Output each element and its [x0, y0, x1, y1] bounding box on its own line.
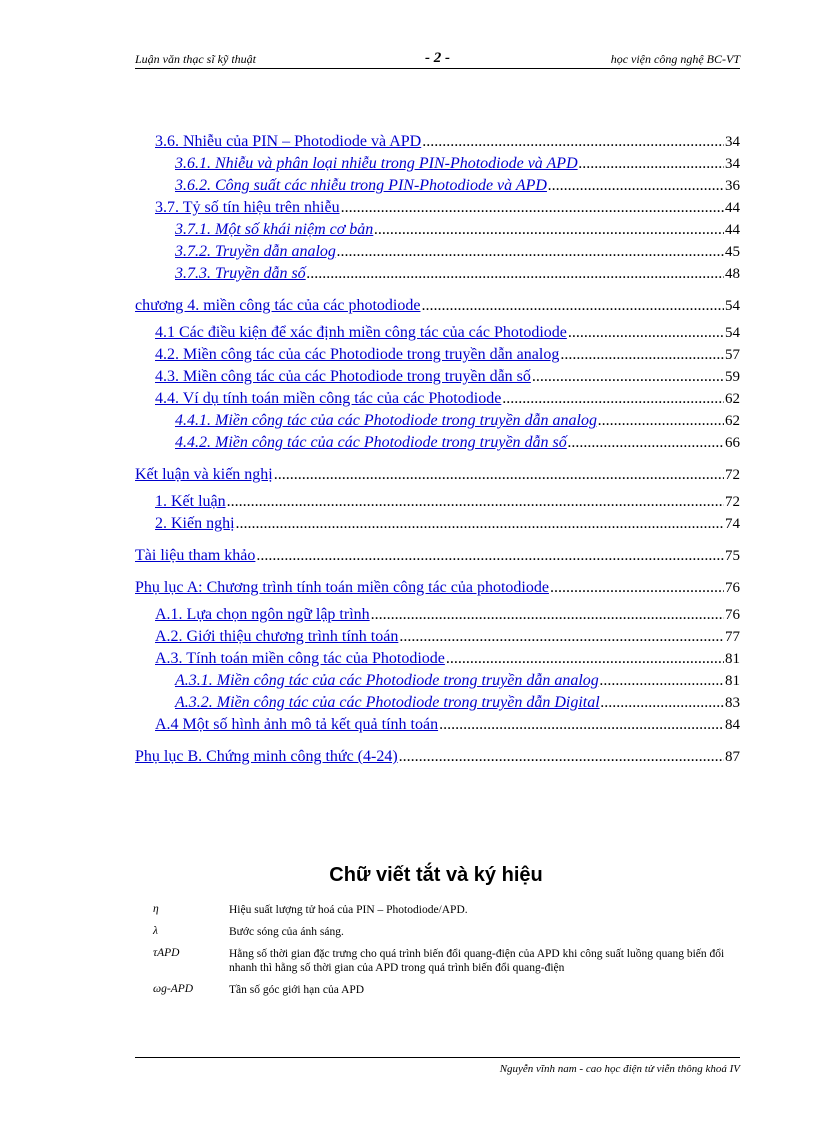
header-institute-label: học viện công nghệ BC-VT [610, 52, 740, 66]
toc-entry[interactable] [135, 692, 740, 714]
toc-leader-dots [568, 432, 724, 453]
abbreviation-description: Bước sóng của ánh sáng. [229, 926, 344, 938]
toc-entry-page: 59 [725, 369, 740, 385]
toc-leader-dots [256, 545, 724, 566]
toc-entry-page: 76 [725, 580, 740, 596]
toc-entry[interactable] [135, 366, 740, 388]
toc-entry-page: 76 [725, 607, 740, 623]
toc-leader-dots [550, 577, 724, 598]
toc-entry-title[interactable]: chương 4. miền công tác của các photodiode [135, 297, 421, 314]
toc-entry[interactable] [135, 131, 740, 153]
toc-entry-title[interactable]: A.3. Tính toán miền công tác của Photodiode [155, 650, 445, 667]
abbreviations-list [153, 903, 743, 1005]
toc-entry[interactable] [135, 295, 740, 317]
toc-entry-page: 74 [725, 516, 740, 532]
header-thesis-label: Luận văn thạc sĩ kỹ thuật [135, 52, 256, 66]
toc-leader-dots [421, 295, 724, 316]
toc-leader-dots [439, 714, 724, 735]
toc-entry-title[interactable]: A.3.1. Miền công tác của các Photodiode trong truyền dẫn analog [175, 672, 599, 689]
abbreviation-row [153, 983, 743, 997]
toc-leader-dots [307, 263, 724, 284]
toc-entry-title[interactable]: A.2. Giới thiệu chương trình tính toán [155, 628, 399, 645]
toc-leader-dots [399, 746, 724, 767]
toc-leader-dots [274, 464, 724, 485]
abbreviation-symbol: η [153, 903, 159, 915]
abbreviation-description: Tần số góc giới hạn của APD [229, 984, 365, 996]
toc-entry-page: 66 [725, 435, 740, 451]
abbreviation-row [153, 947, 743, 975]
toc-entry-page: 83 [725, 695, 740, 711]
toc-entry-title[interactable]: Phụ lục A: Chương trình tính toán miền công tác của photodiode [135, 579, 549, 596]
toc-entry-title[interactable]: Phụ lục B. Chứng minh công thức (4-24) [135, 748, 398, 765]
toc-leader-dots [227, 491, 724, 512]
toc-leader-dots [548, 175, 724, 196]
toc-entry-page: 48 [725, 266, 740, 282]
abbreviation-symbol: λ [153, 925, 158, 937]
toc-entry-title[interactable]: 4.2. Miền công tác của các Photodiode trong truyền dẫn analog [155, 346, 560, 363]
toc-entry-title[interactable]: 3.7. Tỷ số tín hiệu trên nhiễu [155, 199, 340, 216]
page-header [135, 50, 740, 69]
toc-leader-dots [446, 648, 724, 669]
toc-entry-title[interactable]: Kết luận và kiến nghị [135, 466, 273, 483]
toc-entry-page: 45 [725, 244, 740, 260]
toc-entry[interactable] [135, 648, 740, 670]
toc-entry-title[interactable]: A.1. Lựa chọn ngôn ngữ lập trình [155, 606, 370, 623]
toc-entry-title[interactable]: 3.7.1. Một số khái niệm cơ bản [175, 221, 374, 238]
toc-entry-title[interactable]: A.3.2. Miền công tác của các Photodiode trong truyền dẫn Digital [175, 694, 600, 711]
toc-entry-title[interactable]: 3.6.1. Nhiễu và phân loại nhiễu trong PIN-Photodiode và APD [175, 155, 578, 172]
toc-entry[interactable] [135, 388, 740, 410]
toc-entry[interactable] [135, 714, 740, 736]
toc-entry-title[interactable]: 1. Kết luận [155, 493, 226, 510]
toc-leader-dots [422, 131, 724, 152]
toc-entry[interactable] [135, 464, 740, 486]
toc-leader-dots [579, 153, 724, 174]
toc-leader-dots [337, 241, 724, 262]
toc-entry-page: 34 [725, 134, 740, 150]
toc-entry-page: 54 [725, 325, 740, 341]
toc-leader-dots [560, 344, 724, 365]
page-number: - 2 - [425, 50, 450, 66]
toc-entry-page: 44 [725, 200, 740, 216]
toc-entry[interactable] [135, 197, 740, 219]
abbreviation-row [153, 925, 743, 939]
toc-entry-title[interactable]: A.4 Một số hình ảnh mô tả kết quả tính toán [155, 716, 439, 733]
toc-entry[interactable] [135, 175, 740, 197]
toc-leader-dots [236, 513, 724, 534]
toc-entry-title[interactable]: 4.4.2. Miền công tác của các Photodiode trong truyền dẫn số [175, 434, 567, 451]
toc-entry[interactable] [135, 670, 740, 692]
toc-leader-dots [399, 626, 724, 647]
abbreviation-symbol: ωg-APD [153, 983, 194, 995]
toc-entry[interactable] [135, 513, 740, 535]
toc-leader-dots [502, 388, 724, 409]
toc-leader-dots [341, 197, 724, 218]
toc-entry-title[interactable]: 3.7.2. Truyền dẫn analog [175, 243, 336, 260]
toc-entry-page: 81 [725, 651, 740, 667]
toc-entry-title[interactable]: 4.4. Ví dụ tính toán miền công tác của các Photodiode [155, 390, 502, 407]
toc-entry-title[interactable]: Tài liệu tham khảo [135, 547, 256, 564]
toc-leader-dots [598, 410, 724, 431]
toc-entry-page: 72 [725, 467, 740, 483]
toc-entry-title[interactable]: 4.4.1. Miền công tác của các Photodiode trong truyền dẫn analog [175, 412, 597, 429]
abbreviation-symbol: τAPD [153, 947, 180, 959]
toc-entry-title[interactable]: 4.1 Các điều kiện để xác định miền công tác của các Photodiode [155, 324, 567, 341]
toc-entry-title[interactable]: 2. Kiến nghị [155, 515, 235, 532]
toc-entry[interactable] [135, 241, 740, 263]
toc-entry[interactable] [135, 410, 740, 432]
abbreviations-title: Chữ viết tắt và ký hiệu [329, 864, 543, 886]
toc-entry-page: 72 [725, 494, 740, 510]
toc-entry-title[interactable]: 3.6. Nhiễu của PIN – Photodiode và APD [155, 133, 422, 150]
toc-entry-title[interactable]: 4.3. Miền công tác của các Photodiode trong truyền dẫn số [155, 368, 531, 385]
toc-entry-page: 62 [725, 391, 740, 407]
toc-leader-dots [600, 670, 724, 691]
toc-entry-title[interactable]: 3.6.2. Công suất các nhiễu trong PIN-Photodiode và APD [175, 177, 547, 194]
toc-entry[interactable] [135, 577, 740, 599]
toc-entry[interactable] [135, 263, 740, 285]
toc-entry[interactable] [135, 219, 740, 241]
abbreviation-description: Hiệu suất lượng tử hoá của PIN – Photodiode/APD. [229, 904, 468, 916]
toc-entry[interactable] [135, 746, 740, 768]
toc-entry[interactable] [135, 432, 740, 454]
toc-entry-page: 54 [725, 298, 740, 314]
toc-entry-page: 44 [725, 222, 740, 238]
toc-entry-title[interactable]: 3.7.3. Truyền dẫn số [175, 265, 306, 282]
toc-leader-dots [601, 692, 724, 713]
table-of-contents [135, 131, 740, 768]
toc-entry[interactable] [135, 491, 740, 513]
toc-leader-dots [532, 366, 724, 387]
toc-entry-page: 84 [725, 717, 740, 733]
toc-leader-dots [568, 322, 724, 343]
toc-entry-page: 57 [725, 347, 740, 363]
toc-entry[interactable] [135, 322, 740, 344]
page-footer: Nguyễn vĩnh nam - cao học điện tử viễn thông khoá IV [135, 1057, 740, 1075]
abbreviation-row [153, 903, 743, 917]
toc-entry-page: 75 [725, 548, 740, 564]
toc-entry[interactable] [135, 626, 740, 648]
toc-entry[interactable] [135, 604, 740, 626]
toc-leader-dots [371, 604, 724, 625]
toc-entry[interactable] [135, 344, 740, 366]
toc-entry-page: 81 [725, 673, 740, 689]
toc-entry[interactable] [135, 545, 740, 567]
toc-entry[interactable] [135, 153, 740, 175]
toc-entry-page: 34 [725, 156, 740, 172]
abbreviation-description: Hằng số thời gian đặc trưng cho quá trình biến đổi quang-điện của APD khi công suất luồng quang biến đổi nhanh thì hằng số thời gian của APD trong quá trình biến đổi quang-điện [229, 948, 725, 974]
toc-entry-page: 87 [725, 749, 740, 765]
toc-entry-page: 62 [725, 413, 740, 429]
toc-entry-page: 36 [725, 178, 740, 194]
toc-leader-dots [374, 219, 724, 240]
toc-entry-page: 77 [725, 629, 740, 645]
